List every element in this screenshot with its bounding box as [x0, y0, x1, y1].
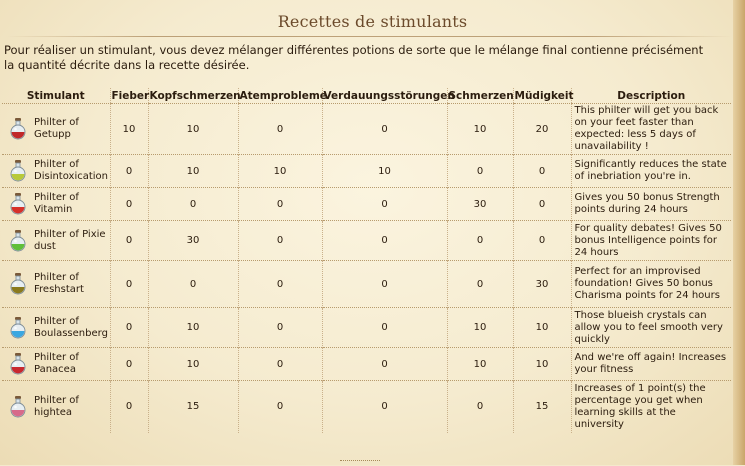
- value-fieber: 10: [110, 104, 148, 155]
- value-fieber: 0: [110, 155, 148, 188]
- red-potion-icon: [7, 117, 29, 141]
- value-atemprobleme: 0: [238, 188, 322, 221]
- value-muedigkeit: 0: [513, 188, 571, 221]
- header-muedigkeit: Müdigkeit: [514, 89, 574, 102]
- value-schmerzen: 0: [447, 221, 513, 261]
- page-title: Recettes de stimulants: [277, 12, 468, 31]
- stimulant-cell: [2, 308, 110, 348]
- value-kopfschmerzen: 0: [148, 188, 238, 221]
- table-row: [2, 188, 731, 221]
- value-verdauungsstoerungen: 0: [322, 104, 447, 155]
- value-muedigkeit: 10: [513, 308, 571, 348]
- stimulant-entry: [4, 352, 108, 376]
- stimulant-entry: [4, 395, 108, 419]
- title-divider: [6, 36, 732, 37]
- header-fieber: Fieber: [111, 89, 150, 102]
- olive-potion-icon: [7, 272, 29, 296]
- value-verdauungsstoerungen: 0: [322, 308, 447, 348]
- recipes-table: [2, 88, 731, 433]
- header-kopfschmerzen: Kopfschmerzen: [149, 89, 241, 102]
- value-atemprobleme: 0: [238, 348, 322, 381]
- stimulant-cell: [2, 348, 110, 381]
- header-description: Description: [571, 88, 731, 104]
- description-cell: Gives you 50 bonus Strength points during 24 hours: [571, 188, 731, 221]
- header-atemprobleme: Atemprobleme: [239, 89, 327, 102]
- yellow-green-potion-icon: [7, 159, 29, 183]
- value-muedigkeit: 20: [513, 104, 571, 155]
- stimulant-cell: [2, 104, 110, 155]
- stimulant-cell: [2, 188, 110, 221]
- green-potion-icon: [7, 229, 29, 253]
- stimulant-entry: [4, 272, 108, 296]
- value-fieber: 0: [110, 221, 148, 261]
- header-stimulant: Stimulant: [2, 88, 110, 104]
- stimulant-cell: [2, 261, 110, 308]
- table-row: [2, 308, 731, 348]
- pink-potion-icon: [7, 395, 29, 419]
- value-fieber: 0: [110, 348, 148, 381]
- page-border: [733, 0, 745, 465]
- value-verdauungsstoerungen: 0: [322, 188, 447, 221]
- value-muedigkeit: 0: [513, 221, 571, 261]
- value-fieber: 0: [110, 261, 148, 308]
- table-row: [2, 348, 731, 381]
- description-cell: For quality debates! Gives 50 bonus Intelligence points for 24 hours: [571, 221, 731, 261]
- value-fieber: 0: [110, 188, 148, 221]
- stimulant-entry: [4, 316, 108, 340]
- stimulant-cell: [2, 155, 110, 188]
- stimulant-name: Philter of Pixie dust: [34, 228, 106, 252]
- value-schmerzen: 10: [447, 104, 513, 155]
- value-atemprobleme: 0: [238, 221, 322, 261]
- footer-divider: [340, 460, 380, 466]
- value-kopfschmerzen: 10: [148, 155, 238, 188]
- value-muedigkeit: 10: [513, 348, 571, 381]
- value-verdauungsstoerungen: 0: [322, 381, 447, 433]
- stimulant-name: Philter of Freshstart: [34, 272, 84, 295]
- value-muedigkeit: 0: [513, 155, 571, 188]
- value-schmerzen: 10: [447, 348, 513, 381]
- header-verdauungsstoerungen: Verdauungsstörungen: [323, 89, 455, 102]
- value-kopfschmerzen: 10: [148, 348, 238, 381]
- value-schmerzen: 30: [447, 188, 513, 221]
- value-verdauungsstoerungen: 0: [322, 221, 447, 261]
- description-cell: And we're off again! Increases your fitness: [571, 348, 731, 381]
- table-row: [2, 381, 731, 433]
- value-muedigkeit: 30: [513, 261, 571, 308]
- stimulant-cell: [2, 381, 110, 433]
- stimulant-entry: [4, 117, 108, 141]
- description-cell: Those blueish crystals can allow you to feel smooth very quickly: [571, 308, 731, 348]
- description-cell: Significantly reduces the state of inebriation you're in.: [571, 155, 731, 188]
- value-schmerzen: 10: [447, 308, 513, 348]
- value-fieber: 0: [110, 308, 148, 348]
- value-atemprobleme: 0: [238, 261, 322, 308]
- stimulant-name: Philter of Disintoxication: [34, 159, 109, 182]
- value-atemprobleme: 0: [238, 308, 322, 348]
- stimulant-name: Philter of Panacea: [34, 352, 79, 375]
- value-muedigkeit: 15: [513, 381, 571, 433]
- blue-potion-icon: [7, 316, 29, 340]
- table-row: [2, 104, 731, 155]
- table-header-row: [2, 88, 731, 104]
- value-schmerzen: 0: [447, 261, 513, 308]
- value-fieber: 0: [110, 381, 148, 433]
- stimulant-entry: [4, 229, 108, 253]
- red-potion-icon: [7, 352, 29, 376]
- table-row: [2, 261, 731, 308]
- value-kopfschmerzen: 30: [148, 221, 238, 261]
- stimulant-entry: [4, 192, 108, 216]
- value-kopfschmerzen: 0: [148, 261, 238, 308]
- stimulant-name: Philter of Getupp: [34, 117, 79, 140]
- value-kopfschmerzen: 10: [148, 308, 238, 348]
- description-cell: This philter will get you back on your feet faster than expected: less 5 days of unavailability !: [571, 104, 731, 155]
- stimulant-name: Philter of Vitamin: [34, 192, 79, 215]
- stimulant-name: Philter of Boulassenberg: [34, 315, 108, 339]
- value-atemprobleme: 0: [238, 104, 322, 155]
- value-schmerzen: 0: [447, 381, 513, 433]
- value-verdauungsstoerungen: 0: [322, 348, 447, 381]
- value-atemprobleme: 10: [238, 155, 322, 188]
- stimulant-cell: [2, 221, 110, 261]
- value-kopfschmerzen: 15: [148, 381, 238, 433]
- table-row: [2, 155, 731, 188]
- value-atemprobleme: 0: [238, 381, 322, 433]
- stimulant-name: Philter of hightea: [34, 394, 79, 418]
- stimulant-entry: [4, 159, 108, 183]
- intro-text: Pour réaliser un stimulant, vous devez mélanger différentes potions de sorte que le mélange final contienne précisément la quantité décrite dans la recette désirée.: [4, 43, 704, 72]
- value-kopfschmerzen: 10: [148, 104, 238, 155]
- header-schmerzen: Schmerzen: [448, 89, 514, 102]
- value-verdauungsstoerungen: 10: [322, 155, 447, 188]
- red-potion-icon: [7, 192, 29, 216]
- description-cell: Perfect for an improvised foundation! Gives 50 bonus Charisma points for 24 hours: [571, 261, 731, 308]
- description-cell: Increases of 1 point(s) the percentage you get when learning skills at the university: [571, 381, 731, 433]
- table-row: [2, 221, 731, 261]
- value-schmerzen: 0: [447, 155, 513, 188]
- value-verdauungsstoerungen: 0: [322, 261, 447, 308]
